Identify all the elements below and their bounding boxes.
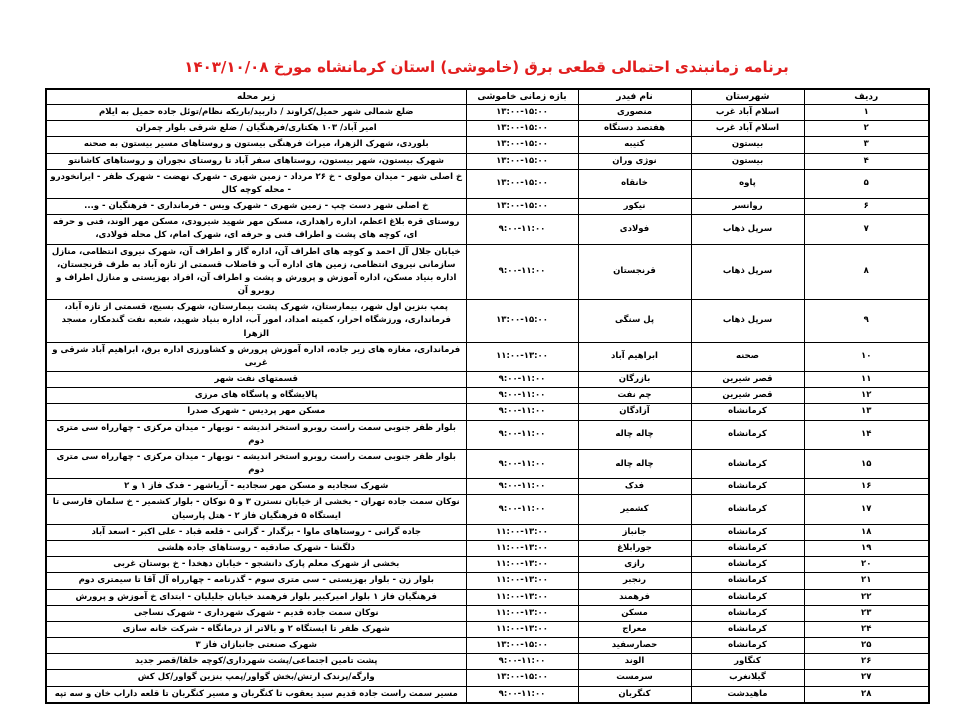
sub-neighborhood-cell: مسکن مهر پردیس - شهرک صدرا [46,404,466,420]
feeder-cell: پل سنگی [578,300,691,343]
time-range-cell: ۱۱:۰۰-۱۳:۰۰ [466,524,578,540]
sub-neighborhood-cell: فرمانداری، مغازه های زیر جاده، اداره آموزش پرورش و کشاورزی اداره برق، ابراهیم آباد شرقی و غربی [46,342,466,371]
row-number-cell: ۱۰ [804,342,929,371]
column-header-county: شهرستان [691,89,804,105]
county-cell: کرمانشاه [691,495,804,524]
row-number-cell: ۲۵ [804,638,929,654]
table-row [46,686,929,703]
sub-neighborhood-cell: خ اصلی شهر - میدان مولوی - خ ۲۶ مرداد - زمین شهری - شهرک نهضت - شهرک ظفر - ایرانخودرو - محله کوچه کال [46,169,466,198]
sub-neighborhood-cell: امیر آباد/ ۱۰۳ هکتاری/فرهنگیان / ضلع شرقی بلوار چمران [46,121,466,137]
column-header-feeder: نام فیدر [578,89,691,105]
table-row [46,388,929,404]
table-row [46,495,929,524]
time-range-cell: ۹:۰۰-۱۱:۰۰ [466,244,578,300]
table-row [46,420,929,449]
feeder-cell: فدک [578,479,691,495]
county-cell: کرمانشاه [691,420,804,449]
county-cell: صحنه [691,342,804,371]
time-range-cell: ۱۳:۰۰-۱۵:۰۰ [466,121,578,137]
county-cell: پاوه [691,169,804,198]
time-range-cell: ۹:۰۰-۱۱:۰۰ [466,495,578,524]
row-number-cell: ۲۳ [804,605,929,621]
sub-neighborhood-cell: قسمتهای نفت شهر [46,372,466,388]
row-number-cell: ۵ [804,169,929,198]
sub-neighborhood-cell: ضلع شمالی شهر حمیل/کراوند / داربید/باریکه نظام/توئل جاده حمیل به ایلام [46,105,466,121]
time-range-cell: ۱۳:۰۰-۱۵:۰۰ [466,670,578,686]
row-number-cell: ۱۸ [804,524,929,540]
time-range-cell: ۹:۰۰-۱۱:۰۰ [466,420,578,449]
county-cell: اسلام آباد غرب [691,105,804,121]
time-range-cell: ۹:۰۰-۱۱:۰۰ [466,449,578,478]
county-cell: کرمانشاه [691,573,804,589]
row-number-cell: ۲ [804,121,929,137]
table-row [46,105,929,121]
feeder-cell: ابراهیم آباد [578,342,691,371]
feeder-cell: کنگربان [578,686,691,703]
row-number-cell: ۳ [804,137,929,153]
feeder-cell: الوند [578,654,691,670]
feeder-cell: منصوری [578,105,691,121]
sub-neighborhood-cell: خ اصلی شهر دست چپ - زمین شهری - شهرک ویس - فرمانداری - فرهنگیان - و... [46,199,466,215]
table-row [46,169,929,198]
sub-neighborhood-cell: خیابان جلال آل احمد و کوچه های اطراف آن، اداره گاز و اطراف آن، شهرک نیروی انتظامی، منازل سازمانی نیروی انتظامی، زمین های اداره آب و فاضلاب قسمتی از تازه آباد به طرف قرنجستان، اداره بنیاد مسکن، اداره آموزش و پرورش و پشت و اطراف آن، افراد بهزیستی و منازل اطراف و روبرو آن [46,244,466,300]
sub-neighborhood-cell: شهرک ظفر تا ایستگاه ۲ و بالاتر از درمانگاه - شرکت خانه سازی [46,621,466,637]
row-number-cell: ۲۲ [804,589,929,605]
sub-neighborhood-cell: شهرک سجادیه و مسکن مهر سجادیه - آریاشهر - فدک فاز ۱ و ۲ [46,479,466,495]
county-cell: کرمانشاه [691,540,804,556]
table-row [46,479,929,495]
feeder-cell: چاله چاله [578,420,691,449]
feeder-cell: چاله چاله [578,449,691,478]
county-cell: روانسر [691,199,804,215]
time-range-cell: ۱۱:۰۰-۱۳:۰۰ [466,573,578,589]
table-row [46,573,929,589]
table-row [46,605,929,621]
sub-neighborhood-cell: پمپ بنزین اول شهر، بیمارستان، شهرک پشت بیمارستان، شهرک بسیج، قسمتی از تازه آباد، فرمانداری، ورزشگاه احرار، کمیته امداد، امور آب، اداره بنیاد شهید، شعبه نفت گندمکار، مسجد الزهرا [46,300,466,343]
county-cell: کرمانشاه [691,524,804,540]
row-number-cell: ۱۷ [804,495,929,524]
sub-neighborhood-cell: وارگه/پرندک ارتش/بخش گواور/پمپ بنزین گواور/کل کش [46,670,466,686]
feeder-cell: نیکور [578,199,691,215]
feeder-cell: جورابلاغ [578,540,691,556]
feeder-cell: بازرگان [578,372,691,388]
feeder-cell: جانباز [578,524,691,540]
table-row [46,540,929,556]
county-cell: بیستون [691,137,804,153]
sub-neighborhood-cell: شهرک صنعتی جانبازان فاز ۳ [46,638,466,654]
row-number-cell: ۷ [804,215,929,244]
county-cell: کنگاور [691,654,804,670]
row-number-cell: ۱۵ [804,449,929,478]
row-number-cell: ۸ [804,244,929,300]
time-range-cell: ۹:۰۰-۱۱:۰۰ [466,388,578,404]
county-cell: بیستون [691,153,804,169]
table-row [46,621,929,637]
row-number-cell: ۱۴ [804,420,929,449]
feeder-cell: سرمست [578,670,691,686]
table-row [46,524,929,540]
time-range-cell: ۹:۰۰-۱۱:۰۰ [466,686,578,703]
time-range-cell: ۱۳:۰۰-۱۵:۰۰ [466,137,578,153]
time-range-cell: ۹:۰۰-۱۱:۰۰ [466,654,578,670]
county-cell: کرمانشاه [691,479,804,495]
row-number-cell: ۱۶ [804,479,929,495]
time-range-cell: ۱۳:۰۰-۱۵:۰۰ [466,638,578,654]
county-cell: کرمانشاه [691,621,804,637]
feeder-cell: کتیبه [578,137,691,153]
table-row [46,215,929,244]
time-range-cell: ۱۳:۰۰-۱۵:۰۰ [466,153,578,169]
time-range-cell: ۹:۰۰-۱۱:۰۰ [466,372,578,388]
feeder-cell: چم نفت [578,388,691,404]
county-cell: کرمانشاه [691,557,804,573]
row-number-cell: ۱۲ [804,388,929,404]
sub-neighborhood-cell: شهرک بیستون، شهر بیستون، روستاهای سفر آباد تا روستای نجوران و روستاهای کاشانتو [46,153,466,169]
feeder-cell: حصارسفید [578,638,691,654]
row-number-cell: ۲۱ [804,573,929,589]
row-number-cell: ۱۹ [804,540,929,556]
row-number-cell: ۲۶ [804,654,929,670]
table-row [46,244,929,300]
table-row [46,153,929,169]
row-number-cell: ۱۳ [804,404,929,420]
county-cell: سرپل ذهاب [691,300,804,343]
row-number-cell: ۹ [804,300,929,343]
feeder-cell: رازی [578,557,691,573]
sub-neighborhood-cell: مسیر سمت راست جاده قدیم سید یعقوب تا کنگربان و مسیر کنگربان تا قلعه داراب خان و سه تپه [46,686,466,703]
table-header-row [46,89,929,105]
table-row [46,137,929,153]
row-number-cell: ۲۸ [804,686,929,703]
county-cell: سرپل ذهاب [691,244,804,300]
column-header-time-range: بازه زمانی خاموشی [466,89,578,105]
row-number-cell: ۲۴ [804,621,929,637]
table-row [46,638,929,654]
row-number-cell: ۱۱ [804,372,929,388]
sub-neighborhood-cell: دلگشا - شهرک صادقیه - روستاهای جاده هلشی [46,540,466,556]
table-row [46,372,929,388]
row-number-cell: ۲۰ [804,557,929,573]
time-range-cell: ۱۳:۰۰-۱۵:۰۰ [466,300,578,343]
county-cell: قصر شیرین [691,372,804,388]
time-range-cell: ۱۳:۰۰-۱۵:۰۰ [466,169,578,198]
feeder-cell: کشمیر [578,495,691,524]
sub-neighborhood-cell: فرهنگیان فاز ۱ بلوار امیرکبیر بلوار فرهمند خیابان جلیلیان - ابتدای خ آموزش و پرورش [46,589,466,605]
county-cell: گیلانغرب [691,670,804,686]
time-range-cell: ۱۳:۰۰-۱۵:۰۰ [466,105,578,121]
county-cell: کرمانشاه [691,638,804,654]
county-cell: کرمانشاه [691,605,804,621]
county-cell: کرمانشاه [691,404,804,420]
feeder-cell: معراج [578,621,691,637]
county-cell: اسلام آباد غرب [691,121,804,137]
time-range-cell: ۹:۰۰-۱۱:۰۰ [466,479,578,495]
feeder-cell: مسکن [578,605,691,621]
time-range-cell: ۱۱:۰۰-۱۳:۰۰ [466,540,578,556]
table-row [46,449,929,478]
sub-neighborhood-cell: نوکان سمت جاده قدیم - شهرک شهرداری - شهرک نساجی [46,605,466,621]
page-title: برنامه زمانبندی احتمالی قطعی برق (خاموشی) استان کرمانشاه مورخ ۱۴۰۳/۱۰/۰۸ [184,58,789,76]
time-range-cell: ۱۱:۰۰-۱۳:۰۰ [466,589,578,605]
sub-neighborhood-cell: پشت تامین اجتماعی/پشت شهرداری/کوچه خلفا/قصر جدید [46,654,466,670]
sub-neighborhood-cell: بلوردی، شهرک الزهرا، میراث فرهنگی بیستون و روستاهای مسیر بیستون به صحنه [46,137,466,153]
time-range-cell: ۱۱:۰۰-۱۳:۰۰ [466,557,578,573]
table-row [46,300,929,343]
table-row [46,199,929,215]
county-cell: ماهیدشت [691,686,804,703]
feeder-cell: خانقاه [578,169,691,198]
feeder-cell: فرهمند [578,589,691,605]
row-number-cell: ۶ [804,199,929,215]
sub-neighborhood-cell: بلوار زن - بلوار بهزیستی - سی متری سوم - گذرنامه - چهارراه آل آقا تا سیمتری دوم [46,573,466,589]
county-cell: سرپل ذهاب [691,215,804,244]
time-range-cell: ۱۱:۰۰-۱۳:۰۰ [466,605,578,621]
table-row [46,654,929,670]
table-row [46,404,929,420]
feeder-cell: فولادی [578,215,691,244]
row-number-cell: ۲۷ [804,670,929,686]
row-number-cell: ۱ [804,105,929,121]
table-header [46,89,929,105]
feeder-cell: رنجبر [578,573,691,589]
sub-neighborhood-cell: بخشی از شهرک معلم پارک دانشجو - خیابان دهخدا - خ بوستان غربی [46,557,466,573]
sub-neighborhood-cell: بلوار ظفر جنوبی سمت راست روبرو استخر اندیشه - نوبهار - میدان مرکزی - چهارراه سی متری دوم [46,449,466,478]
table-row [46,670,929,686]
county-cell: کرمانشاه [691,449,804,478]
time-range-cell: ۹:۰۰-۱۱:۰۰ [466,404,578,420]
row-number-cell: ۴ [804,153,929,169]
column-header-sub-neighborhood: زیر محله [46,89,466,105]
sub-neighborhood-cell: بلوار ظفر جنوبی سمت راست روبرو استخر اندیشه - نوبهار - میدان مرکزی - چهارراه سی متری دوم [46,420,466,449]
sub-neighborhood-cell: پالایشگاه و پاسگاه های مرزی [46,388,466,404]
table-row [46,121,929,137]
schedule-table-body [46,105,929,703]
feeder-cell: آزادگان [578,404,691,420]
time-range-cell: ۱۱:۰۰-۱۳:۰۰ [466,342,578,371]
column-header-row-number: ردیف [804,89,929,105]
table-row [46,589,929,605]
feeder-cell: هفتصد دستگاه [578,121,691,137]
sub-neighborhood-cell: جاده گرانی - روستاهای ماوا - بزگدار - گرانی - قلعه قباد - علی اکبر - اسعد آباد [46,524,466,540]
table-row [46,557,929,573]
county-cell: قصر شیرین [691,388,804,404]
time-range-cell: ۱۳:۰۰-۱۵:۰۰ [466,199,578,215]
time-range-cell: ۹:۰۰-۱۱:۰۰ [466,215,578,244]
feeder-cell: نوژی وران [578,153,691,169]
sub-neighborhood-cell: روستای قره بلاغ اعظم، اداره راهداری، مسکن مهر شهید شیرودی، مسکن مهر الوند، فنی و حرفه ای، کوچه های پشت و اطراف فنی و حرفه ای، شهرک امام، کل محله فولادی، [46,215,466,244]
county-cell: کرمانشاه [691,589,804,605]
feeder-cell: قرنجستان [578,244,691,300]
outage-schedule-table [45,88,930,704]
table-row [46,342,929,371]
time-range-cell: ۱۱:۰۰-۱۳:۰۰ [466,621,578,637]
sub-neighborhood-cell: نوکان سمت جاده تهران - بخشی از خیابان نسترن ۳ و ۵ نوکان - بلوار کشمیر - خ سلمان فارسی تا ایستگاه ۵ فرهنگیان فاز ۲ - هتل پارسیان [46,495,466,524]
